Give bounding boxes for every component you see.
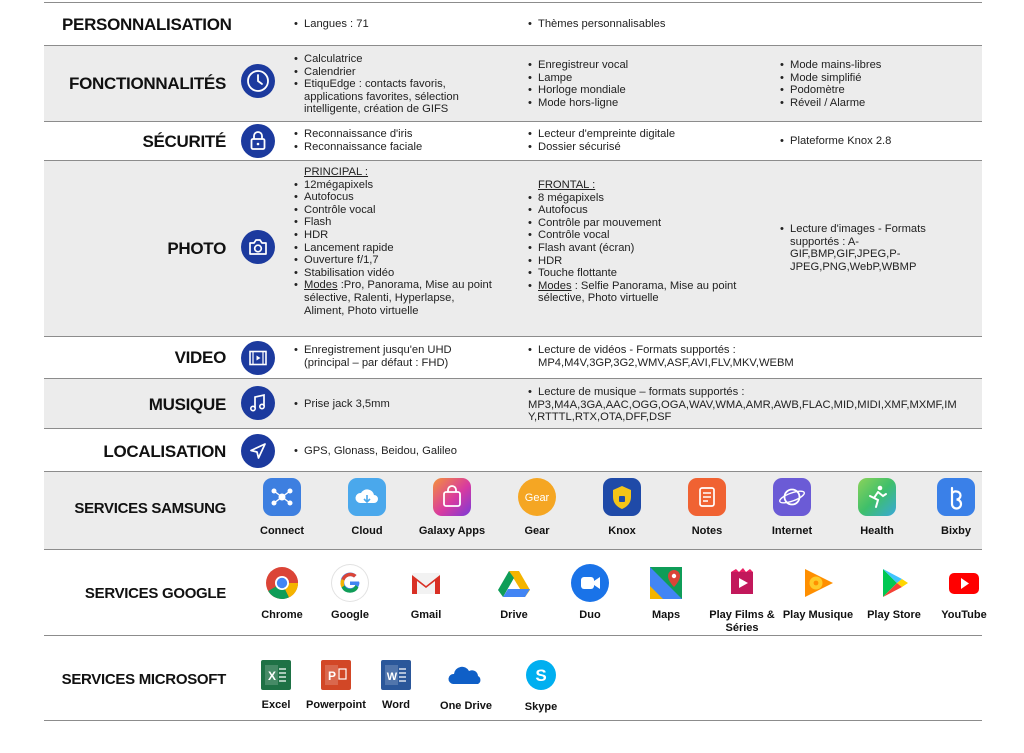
app-label: Drive (500, 609, 528, 621)
play-music-icon (799, 564, 837, 602)
row-musique (44, 378, 982, 428)
list-item: • Stabilisation vidéo (294, 267, 494, 280)
app-label: Powerpoint (306, 699, 366, 711)
list-item: • Lecture de musique – formats supportés : (528, 386, 968, 399)
app-onedrive[interactable] (424, 662, 508, 713)
personnalisation-col2 (528, 18, 768, 31)
app-label: Word (382, 699, 410, 711)
list-item: • Ouverture f/1,7 (294, 254, 494, 267)
list-item: • Mode hors-ligne (528, 97, 748, 110)
list-item: • Calendrier (294, 66, 494, 79)
music-note-icon (241, 386, 275, 420)
app-gmail[interactable] (384, 564, 468, 622)
modes-text: : Selfie Panorama, Mise au point sélective, Photo virtuelle (538, 279, 737, 305)
section-title: SERVICES MICROSOFT (61, 671, 226, 688)
row-fonctionnalites (44, 45, 982, 121)
modes-label: Modes (538, 279, 572, 292)
securite-col3 (780, 135, 980, 148)
section-title: PERSONNALISATION (62, 15, 232, 34)
lock-icon (241, 124, 275, 158)
list-item: • Mode mains-libres (780, 59, 980, 72)
app-label: Health (860, 525, 894, 537)
svg-text:Gear: Gear (524, 492, 550, 504)
chrome-icon (263, 564, 301, 602)
photo-col3 (780, 223, 958, 273)
notes-icon (688, 478, 726, 516)
section-title: SERVICES GOOGLE (84, 585, 226, 602)
app-bixby[interactable] (914, 478, 998, 538)
section-title: LOCALISATION (103, 442, 226, 461)
list-item: • Reconnaissance d'iris (294, 128, 514, 141)
app-label: Gmail (410, 609, 442, 621)
list-item: • Touche flottante (528, 267, 738, 280)
app-label: Gear (524, 525, 550, 537)
play-store-icon (875, 564, 913, 602)
svg-text:X: X (267, 669, 277, 683)
row-photo (44, 160, 982, 336)
section-title: MUSIQUE (148, 395, 226, 414)
list-item: • Podomètre (780, 84, 980, 97)
video-col1 (294, 344, 484, 369)
row-video (44, 336, 982, 378)
planet-icon (773, 478, 811, 516)
app-label: Excel (261, 699, 291, 711)
app-cloud[interactable] (325, 478, 409, 538)
navigation-arrow-icon (241, 434, 275, 468)
word-icon (381, 660, 411, 690)
list-item: • Langues : 71 (294, 18, 514, 31)
list-item: • Réveil / Alarme (780, 97, 980, 110)
photo-col1 (294, 166, 494, 317)
app-label: Cloud (351, 525, 383, 537)
list-item: • Flash (294, 216, 494, 229)
app-skype[interactable] (499, 660, 583, 714)
svg-text:W: W (386, 671, 398, 683)
app-drive[interactable] (472, 564, 556, 622)
section-title: SERVICES SAMSUNG (74, 500, 226, 517)
personnalisation-col1 (294, 18, 514, 31)
bixby-icon (937, 478, 975, 516)
securite-col1 (294, 128, 514, 153)
list-item: • Reconnaissance faciale (294, 141, 514, 154)
youtube-icon (945, 564, 983, 602)
list-item (528, 280, 738, 305)
shield-icon (603, 478, 641, 516)
cloud-icon (348, 478, 386, 516)
list-item: • Flash avant (écran) (528, 242, 738, 255)
list-item: • Dossier sécurisé (528, 141, 758, 154)
list-item: • HDR (294, 229, 494, 242)
list-item: • HDR (528, 255, 738, 268)
app-knox[interactable] (580, 478, 664, 538)
app-health[interactable] (835, 478, 919, 538)
list-item: • Plateforme Knox 2.8 (780, 135, 980, 148)
fonctionnalites-col3 (780, 59, 980, 109)
list-item: • 12mégapixels (294, 179, 494, 192)
list-item: • Calculatrice (294, 53, 494, 66)
app-label: Play Films & Séries (709, 609, 775, 634)
list-item: • Contrôle vocal (528, 229, 738, 242)
onedrive-icon (447, 662, 485, 686)
app-label: Skype (524, 701, 558, 713)
list-item: • Contrôle vocal (294, 204, 494, 217)
list-item: • Autofocus (294, 191, 494, 204)
app-label: Internet (771, 525, 813, 537)
musique-col1 (294, 398, 494, 411)
app-internet[interactable] (750, 478, 834, 538)
clock-icon (241, 64, 275, 98)
musique-col2 (528, 386, 968, 424)
list-item: • Lecture de vidéos - Formats supportés : MP4,M4V,3GP,3G2,WMV,ASF,AVI,FLV,MKV,WEBM (528, 344, 798, 369)
row-personnalisation (44, 2, 982, 45)
photo-principal-heading: PRINCIPAL : (304, 166, 369, 178)
app-label: Duo (579, 609, 601, 621)
list-item: • Lampe (528, 72, 748, 85)
section-title: SÉCURITÉ (142, 132, 226, 151)
skype-icon (526, 660, 556, 690)
row-services-microsoft (44, 635, 982, 721)
app-label: YouTube (941, 609, 987, 621)
fonctionnalites-col2 (528, 59, 748, 109)
list-item: • Autofocus (528, 204, 738, 217)
video-col2 (528, 344, 798, 369)
app-duo[interactable] (548, 564, 632, 622)
duo-icon (571, 564, 609, 602)
drive-icon (495, 564, 533, 602)
app-label: Knox (608, 525, 636, 537)
app-label: Play Store (867, 609, 921, 621)
row-services-google (44, 549, 987, 635)
list-item: • Enregistrement jusqu'en UHD (principal – par défaut : FHD) (294, 344, 484, 369)
app-youtube[interactable] (922, 564, 1006, 622)
list-item: • Mode simplifié (780, 72, 980, 85)
photo-col2 (528, 179, 738, 305)
app-play-films[interactable] (700, 564, 784, 635)
svg-text:P: P (327, 669, 337, 683)
securite-col2 (528, 128, 758, 153)
runner-icon (858, 478, 896, 516)
music-formats: MP3,M4A,3GA,AAC,OGG,OGA,WAV,WMA,AMR,AWB,FLAC,MID,MIDI,XMF,MXMF,IMY,RTTTL,RTX,OTA,DFF,DSF (528, 398, 957, 424)
list-item: • GPS, Glonass, Beidou, Galileo (294, 445, 594, 458)
svg-text:S: S (535, 666, 547, 685)
localisation-col1 (294, 445, 594, 458)
section-title: PHOTO (167, 239, 226, 258)
app-galaxy-apps[interactable] (410, 478, 494, 538)
row-localisation (44, 428, 982, 471)
play-movies-icon (723, 564, 761, 602)
app-label: Chrome (261, 609, 303, 621)
connect-icon (263, 478, 301, 516)
list-item: • EtiquEdge : contacts favoris, applications favorites, sélection intelligente, création de GIFS (294, 78, 494, 116)
row-services-samsung (44, 471, 982, 549)
app-label: Galaxy Apps (418, 525, 486, 537)
app-maps[interactable] (624, 564, 708, 622)
app-notes[interactable] (665, 478, 749, 538)
list-item: • Horloge mondiale (528, 84, 748, 97)
camera-icon (241, 230, 275, 264)
app-label: One Drive (440, 700, 492, 712)
list-item: • Lecteur d'empreinte digitale (528, 128, 758, 141)
gmail-icon (407, 564, 445, 602)
fonctionnalites-col1 (294, 53, 494, 116)
list-item: • Lecture d'images - Formats supportés : A-GIF,BMP,GIF,JPEG,P-JPEG,PNG,WebP,WBMP (780, 223, 958, 273)
modes-label: Modes (304, 279, 338, 292)
list-item: • Enregistreur vocal (528, 59, 748, 72)
app-google[interactable] (308, 564, 392, 622)
gear-app-icon (518, 478, 556, 516)
app-label: Maps (651, 609, 681, 621)
photo-frontal-heading: FRONTAL : (538, 179, 596, 191)
excel-icon (261, 660, 291, 690)
film-icon (241, 341, 275, 375)
list-item: • Prise jack 3,5mm (294, 398, 494, 411)
app-label: Bixby (941, 525, 971, 537)
app-label: Play Musique (782, 609, 854, 621)
list-item: • Lancement rapide (294, 242, 494, 255)
app-gear[interactable] (495, 478, 579, 538)
shopping-bag-icon (433, 478, 471, 516)
list-item (294, 279, 494, 317)
list-item: • Thèmes personnalisables (528, 18, 768, 31)
google-g-icon (331, 564, 369, 602)
section-title: VIDEO (174, 348, 226, 367)
app-label: Notes (691, 525, 723, 537)
app-label: Connect (260, 525, 304, 537)
row-securite (44, 121, 982, 160)
list-item: • 8 mégapixels (528, 192, 738, 205)
section-title: FONCTIONNALITÉS (69, 74, 226, 93)
maps-icon (647, 564, 685, 602)
app-play-musique[interactable] (776, 564, 860, 622)
powerpoint-icon (321, 660, 351, 690)
list-item: • Contrôle par mouvement (528, 217, 738, 230)
app-connect[interactable] (240, 478, 324, 538)
modes-text: :Pro, Panorama, Mise au point sélective, Ralenti, Hyperlapse, Aliment, Photo virtuelle (304, 279, 492, 317)
app-label: Google (331, 609, 369, 621)
